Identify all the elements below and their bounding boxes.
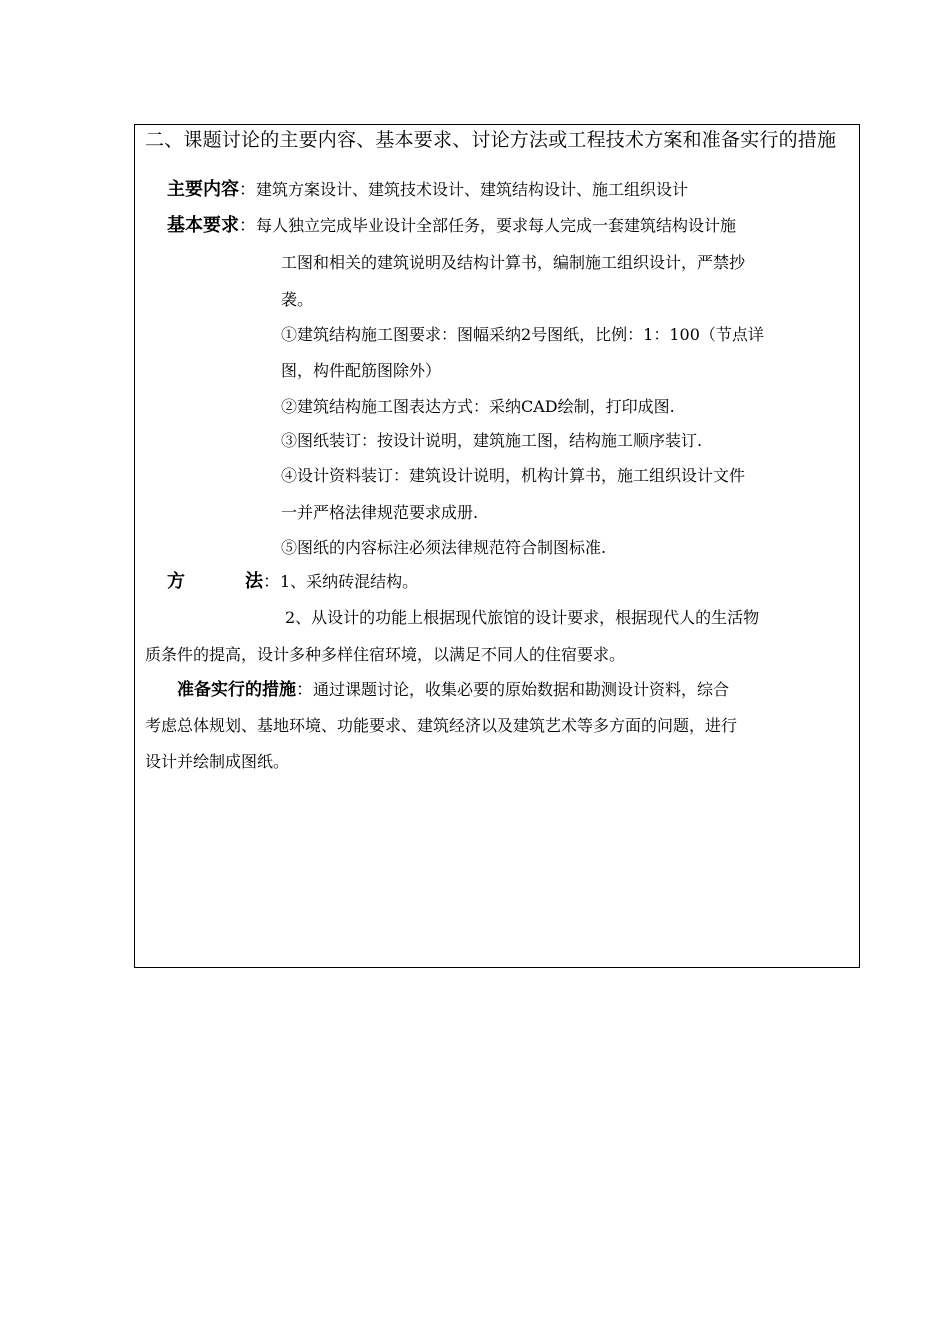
main-content-colon: ： bbox=[239, 180, 256, 200]
basic-requirements-line: 一并严格法律规范要求成册. bbox=[281, 503, 479, 522]
method-line: 1、采纳砖混结构。 bbox=[280, 572, 419, 591]
method-label bbox=[167, 572, 263, 592]
method-row bbox=[167, 572, 418, 592]
measures-colon: ： bbox=[296, 680, 313, 700]
main-content-row bbox=[167, 180, 688, 200]
measures-label: 准备实行的措施 bbox=[177, 680, 296, 700]
measures-line: 考虑总体规划、基地环境、功能要求、建筑经济以及建筑艺术等多方面的问题，进行 bbox=[145, 716, 738, 735]
basic-requirements-line: ①建筑结构施工图要求：图幅采纳2号图纸，比例：1：100（节点详 bbox=[281, 325, 764, 344]
method-label-left: 方 bbox=[167, 571, 185, 592]
method-line: 质条件的提高，设计多种多样住宿环境，以满足不同人的住宿要求。 bbox=[145, 645, 626, 664]
basic-requirements-line: ③图纸装订：按设计说明，建筑施工图，结构施工顺序装订. bbox=[281, 431, 703, 450]
main-content-label: 主要内容 bbox=[167, 179, 239, 200]
basic-requirements-line: 图，构件配筋图除外） bbox=[281, 361, 442, 380]
main-content-text: 建筑方案设计、建筑技术设计、建筑结构设计、施工组织设计 bbox=[256, 180, 689, 199]
basic-requirements-line: ⑤图纸的内容标注必须法律规范符合制图标准. bbox=[281, 538, 607, 557]
basic-requirements-line: 工图和相关的建筑说明及结构计算书，编制施工组织设计，严禁抄 bbox=[281, 253, 746, 272]
method-line: 2、从设计的功能上根据现代旅馆的设计要求，根据现代人的生活物 bbox=[285, 608, 760, 627]
basic-requirements-line: ④设计资料装订：建筑设计说明，机构计算书，施工组织设计文件 bbox=[281, 466, 746, 485]
basic-requirements-line: ②建筑结构施工图表达方式：采纳CAD绘制，打印成图. bbox=[281, 397, 675, 416]
basic-requirements-line: 袭。 bbox=[281, 290, 314, 309]
basic-requirements-label: 基本要求 bbox=[167, 215, 239, 236]
basic-requirements-colon: ： bbox=[239, 216, 256, 236]
measures-line: 设计并绘制成图纸。 bbox=[145, 752, 290, 771]
measures-line: 通过课题讨论，收集必要的原始数据和勘测设计资料，综合 bbox=[313, 680, 730, 699]
method-colon: ： bbox=[263, 572, 280, 592]
basic-requirements-line: 每人独立完成毕业设计全部任务，要求每人完成一套建筑结构设计施 bbox=[256, 216, 737, 235]
measures-row bbox=[177, 680, 729, 700]
section-heading: 二、课题讨论的主要内容、基本要求、讨论方法或工程技术方案和准备实行的措施 bbox=[145, 129, 837, 151]
method-label-right: 法 bbox=[245, 571, 263, 592]
basic-requirements-row bbox=[167, 216, 736, 236]
task-table-cell bbox=[134, 124, 860, 968]
